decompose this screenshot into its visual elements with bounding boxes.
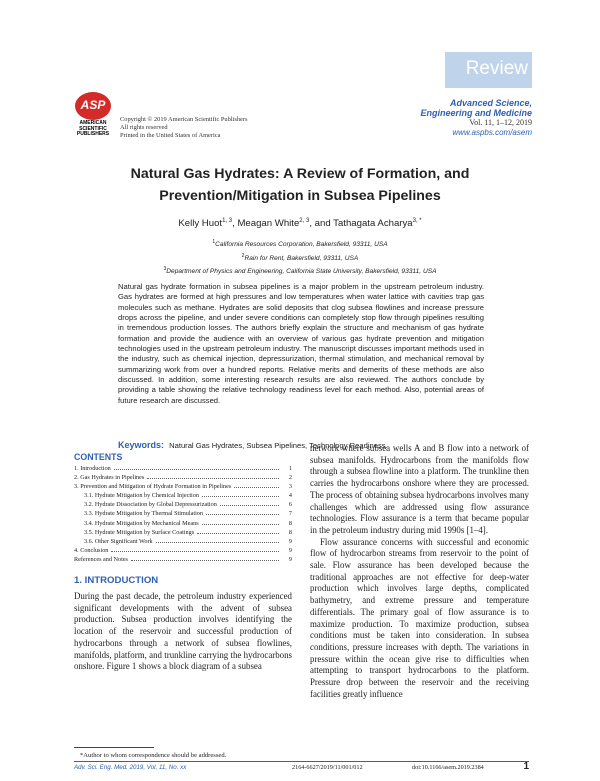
publisher-logo-icon — [75, 92, 111, 120]
toc-entry-label: 3.6. Other Significant Work — [84, 537, 153, 545]
toc-entry[interactable] — [74, 464, 292, 473]
toc-entry-label: 3.3. Hydrate Mitigation by Thermal Stimulation — [84, 510, 203, 518]
toc-entry-label: 3. Prevention and Mitigation of Hydrate Formation in Pipelines — [74, 483, 232, 491]
author-list — [60, 218, 540, 229]
toc-leader-dots — [197, 533, 279, 534]
toc-leader-dots — [147, 478, 279, 479]
journal-name-line2: Engineering and Medicine — [420, 108, 532, 118]
review-badge — [445, 52, 532, 88]
toc-leader-dots — [156, 542, 279, 543]
publisher-logo — [72, 92, 114, 138]
footer-issn: 2164-6627/2019/11/001/012 — [292, 764, 363, 771]
paper-title-line2: Prevention/Mitigation in Subsea Pipelines — [159, 188, 441, 204]
keywords-text: Natural Gas Hydrates, Subsea Pipelines, Technology Readiness. — [169, 441, 388, 450]
toc-entry-page: 8 — [288, 528, 292, 536]
copyright-line2: All rights reserved — [120, 124, 168, 131]
toc-entry-page: 9 — [288, 537, 292, 545]
toc-entry[interactable] — [74, 473, 292, 482]
section-heading-introduction: 1. INTRODUCTION — [74, 575, 159, 586]
affiliation-num: 1 — [212, 239, 216, 245]
affiliation-text: Department of Physics and Engineering, California State University, Bakersfield, 93311, USA — [166, 268, 437, 276]
affiliation-text: Rain for Rent, Bakersfield, 93311, USA — [244, 254, 359, 262]
body-paragraph: Flow assurance concerns with successful and economic flow of hydrocarbon streams from reservoir to the point of sale. Flow assurance has been developed because the traditional approaches are not effective for deep-water production which involves large depths, complicated bathymetry, and extreme pressure and temperature differentials. The primary goal of flow assurance is to maximize production. To maximize production, subsea conditions must be taken into consideration. In subsea conditions, pressure increases with depth. The variations in pressure within the ocean give rise to difficulties when attempting to transport hydrocarbons to the platform. Pressure drop between the reservoir and the receiving facilities greatly influence — [310, 536, 529, 699]
affiliation — [60, 264, 540, 278]
affiliation — [60, 251, 540, 265]
toc-entry[interactable] — [74, 500, 292, 509]
toc-leader-dots — [202, 524, 279, 525]
toc-entry-label: References and Notes — [74, 555, 128, 563]
footnote-rule — [74, 747, 154, 748]
footer-rule — [74, 761, 529, 762]
publisher-logo-line3: PUBLISHERS — [76, 131, 110, 137]
author-sup: 2, 3 — [299, 218, 310, 224]
toc-entry-page: 6 — [288, 501, 292, 509]
toc-leader-dots — [114, 469, 279, 470]
publisher-logo-text — [72, 121, 114, 138]
toc-entry-page: 3 — [288, 483, 292, 491]
toc-entry-label: 4. Conclusion — [74, 546, 109, 554]
toc-entry-label: 3.5. Hydrate Mitigation by Surface Coatings — [84, 528, 195, 536]
copyright-line3: Printed in the United States of America — [120, 132, 221, 139]
publisher-logo-abbr: ASP — [80, 98, 106, 112]
affiliation-list — [60, 237, 540, 278]
author-separator: , — [232, 218, 238, 230]
copyright-block — [120, 116, 248, 140]
abstract: Natural gas hydrate formation in subsea pipelines is a major problem in the upstream petroleum industry. Gas hydrates are formed at high pressures and low temperatures when water lattice with cavities trap gas molecules such as methane. Hydrates are solid deposits that clog subsea flowlines and increase pressure drops across the pipeline, and under severe conditions can completely stop flow through pipelines resulting in tremendous production losses. The authors briefly explain the structure and mechanism of gas hydrate formation and provide the audience with an overview of various gas hydrate prevention and mitigation technologies used in the upstream petroleum industry. The manuscript discusses important methods used in the industry, such as chemical injection, depressurization, thermal stimulation, and mechanical removal by summarizing work from over a hundred reports. Relative merits and demerits of these methods are also discussed. In addition, some interesting research results are also reviewed. The authors conclude by providing a table showing the relative technology readiness level for each method. Also, potential areas of future research are discussed. — [118, 282, 484, 405]
toc-entry[interactable] — [74, 537, 292, 546]
footnote: *Author to whom correspondence should be addressed. — [80, 752, 227, 759]
affiliation-num: 3 — [163, 266, 167, 273]
toc-entry-page: 1 — [288, 465, 292, 472]
toc-entry[interactable] — [74, 519, 292, 528]
toc-entry-label: 3.2. Hydrate Dissociation by Global Depressurization — [84, 501, 217, 509]
contents-title: CONTENTS — [74, 452, 123, 462]
review-badge-label: Review — [465, 58, 528, 79]
copyright-line1: Copyright © 2019 American Scientific Publishers — [120, 116, 248, 123]
toc-leader-dots — [111, 551, 279, 552]
toc-entry[interactable] — [74, 482, 292, 491]
toc-entry[interactable] — [74, 546, 292, 555]
toc-entry-page: 8 — [288, 519, 292, 527]
toc-leader-dots — [202, 496, 279, 497]
body-text-right — [310, 443, 529, 700]
journal-info — [420, 98, 532, 138]
body-text-left: During the past decade, the petroleum industry experienced significant developments with the advent of subsea production. Subsea production involves identifying the location of the reservoir and successful production of hydrocarbons through a network of subsea flowlines, manifolds, platform, and trunkline carrying the hydrocarbons onshore. Figure 1 shows a block diagram of a subsea — [74, 591, 292, 672]
toc-leader-dots — [220, 505, 279, 506]
affiliation-num: 2 — [241, 252, 245, 259]
publisher-logo-line2: SCIENTIFIC — [79, 125, 107, 132]
toc-entry[interactable] — [74, 509, 292, 518]
toc-entry-label: 1. Introduction — [74, 465, 111, 472]
footer-doi[interactable]: doi:10.1166/asem.2019.2384 — [412, 764, 484, 771]
toc-leader-dots — [131, 560, 279, 561]
toc-entry-label: 3.4. Hydrate Mitigation by Mechanical Means — [84, 519, 199, 527]
affiliation — [60, 237, 540, 251]
toc-entry-label: 2. Gas Hydrates in Pipelines — [74, 474, 145, 482]
author-name: Kelly Huot — [178, 218, 223, 230]
contents-list — [74, 464, 292, 564]
journal-name-line1: Advanced Science, — [449, 98, 532, 108]
publisher-logo-line1: AMERICAN — [79, 120, 107, 126]
affiliation-text: California Resources Corporation, Bakersfield, 93311, USA — [215, 241, 388, 249]
paper-title-line1: Natural Gas Hydrates: A Review of Formation, and — [130, 166, 470, 182]
body-paragraph: network where subsea wells A and B flow into a network of subsea manifolds. Hydrocarbons from the manifolds flow through a subsea flowline into a platform. The trunkline then carries the hydrocarbons onshore where they are processed. The process of obtaining subsea hydrocarbons involves many challenges which are addressed using flow assurance technologies. Flow assurance is a term that became popular in the petroleum industry during mid 1990s [1–4]. — [310, 443, 529, 535]
toc-entry-page: 9 — [288, 555, 292, 563]
toc-entry-label: 3.1. Hydrate Mitigation by Chemical Injection — [84, 492, 199, 500]
page-number: 1 — [523, 761, 529, 772]
table-of-contents — [74, 452, 292, 564]
author-name: Tathagata Acharya — [333, 218, 413, 230]
toc-leader-dots — [206, 514, 279, 515]
paper-title — [60, 163, 540, 207]
toc-leader-dots — [234, 487, 279, 488]
toc-entry[interactable] — [74, 491, 292, 500]
toc-entry-page: 9 — [288, 546, 292, 554]
toc-entry[interactable] — [74, 528, 292, 537]
author-sup: 1, 3 — [222, 218, 233, 224]
journal-url[interactable]: www.aspbs.com/asem — [452, 128, 532, 137]
author-sup: 3, * — [412, 218, 422, 224]
keywords-label: Keywords: — [118, 440, 165, 450]
journal-volume: Vol. 11, 1–12, 2019 — [469, 118, 532, 127]
author-separator: , and — [309, 218, 334, 230]
author-name: Meagan White — [237, 218, 300, 230]
toc-entry-page: 2 — [288, 474, 292, 482]
toc-entry[interactable] — [74, 555, 292, 564]
footer-journal: Adv. Sci. Eng. Med. 2019, Vol. 11, No. xx — [74, 764, 187, 771]
toc-entry-page: 4 — [288, 492, 292, 500]
toc-entry-page: 7 — [288, 510, 292, 518]
